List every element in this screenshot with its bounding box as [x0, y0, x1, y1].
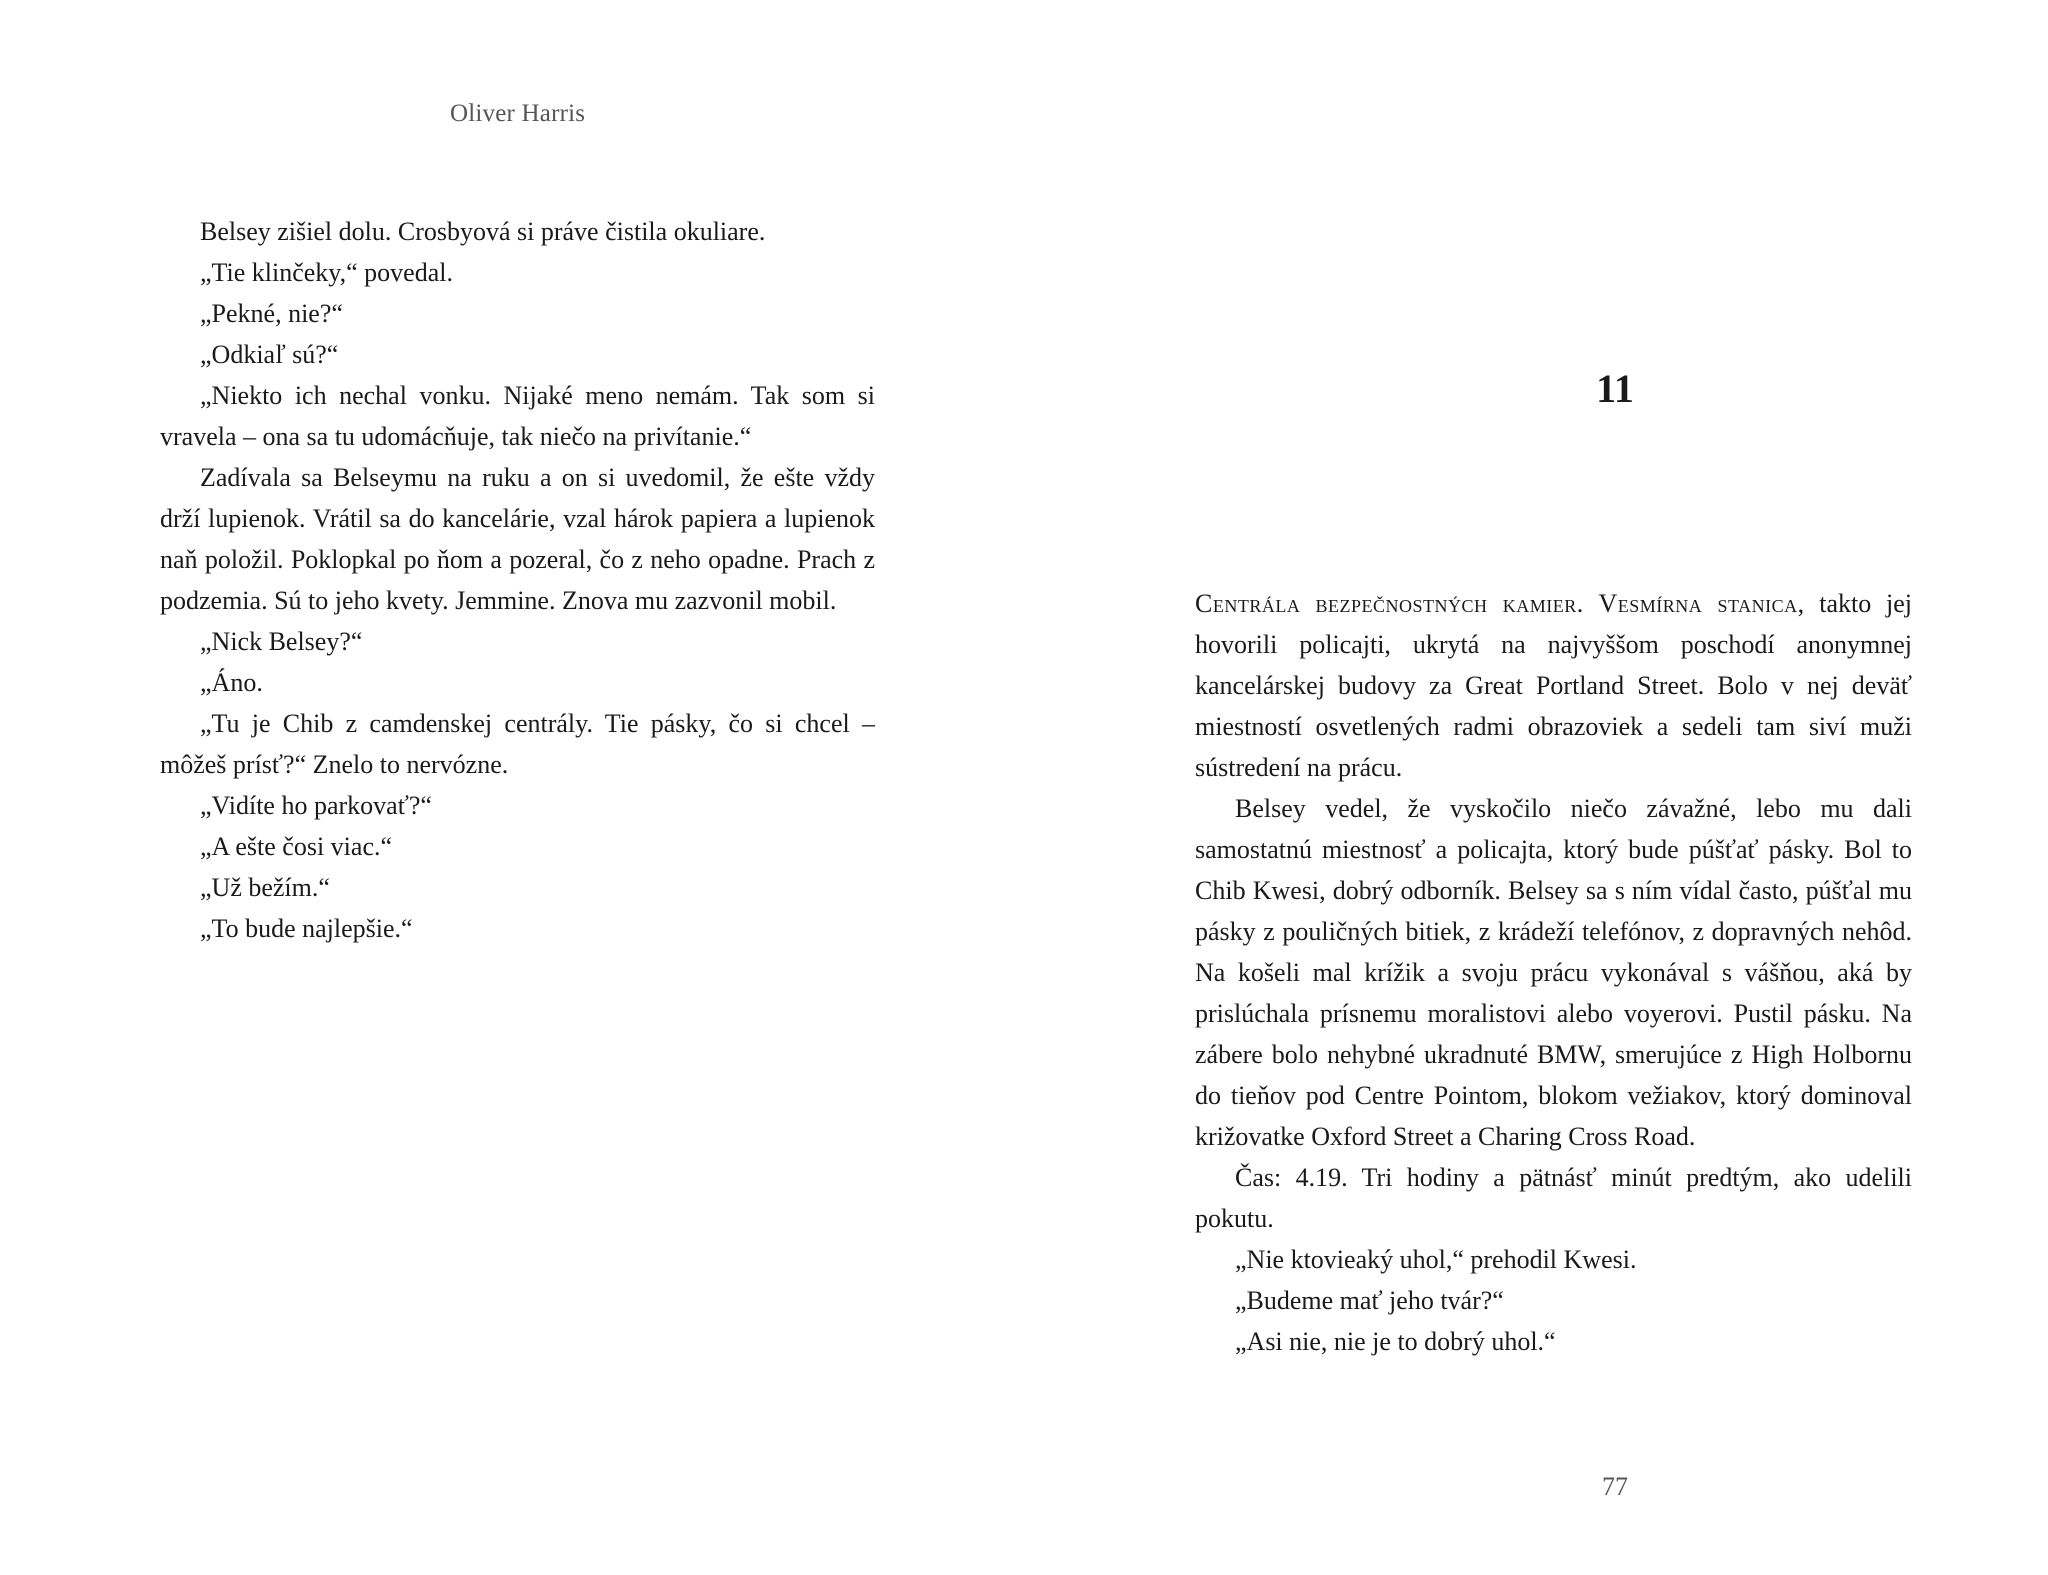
paragraph: „Áno. — [200, 668, 263, 697]
chapter-opening-paragraph — [1195, 583, 1912, 788]
left-page-text — [160, 211, 875, 949]
paragraph: „Niekto ich nechal vonku. Nijaké meno nemám. Tak som si vravela – ona sa tu udomácňuje, tak niečo na privítanie.“ — [160, 381, 875, 451]
right-page — [1024, 0, 2048, 1575]
paragraph: Čas: 4.19. Tri hodiny a pätnásť minút predtým, ako udelili pokutu. — [1195, 1163, 1912, 1233]
paragraph: „Vidíte ho parkovať?“ — [200, 791, 432, 820]
paragraph: „Odkiaľ sú?“ — [200, 340, 339, 369]
chapter-opening-smallcaps: Centrála bezpečnostných kamier. Vesmírna stanica, — [1195, 589, 1805, 618]
chapter-number: 11 — [1596, 366, 1634, 411]
paragraph: Belsey vedel, že vyskočilo niečo závažné, lebo mu dali samostatnú miestnosť a policajta, ktorý bude púšťať pásky. Bol to Chib Kwesi, dobrý odborník. Belsey sa s ním vídal často, púšťal mu pásky z pouličných bitiek, z krádeží telefónov, z dopravných nehôd. Na košeli mal krížik a svoju prácu vykonával s vášňou, aká by prislúchala prísnemu moralistovi alebo voyerovi. Pustil pásku. Na zábere bolo nehybné ukradnuté BMW, smerujúce z High Holbornu do tieňov pod Centre Pointom, blokom vežiakov, ktorý dominoval križovatke Oxford Street a Charing Cross Road. — [1195, 794, 1912, 1151]
paragraph: „Nick Belsey?“ — [200, 627, 363, 656]
paragraph: „Pekné, nie?“ — [200, 299, 343, 328]
paragraph: „Tie klinčeky,“ povedal. — [200, 258, 453, 287]
paragraph: „A ešte čosi viac.“ — [200, 832, 393, 861]
paragraph: „Tu je Chib z camdenskej centrály. Tie pásky, čo si chcel – môžeš prísť?“ Znelo to nervózne. — [160, 709, 875, 779]
running-head-author: Oliver Harris — [450, 100, 586, 127]
paragraph: „Nie ktovieaký uhol,“ prehodil Kwesi. — [1235, 1245, 1637, 1274]
page-number: 77 — [1602, 1472, 1628, 1501]
paragraph: Belsey zišiel dolu. Crosbyová si práve čistila okuliare. — [200, 217, 766, 246]
paragraph: „To bude najlepšie.“ — [200, 914, 413, 943]
paragraph: „Už bežím.“ — [200, 873, 330, 902]
right-page-text — [1195, 583, 1912, 1362]
paragraph: „Asi nie, nie je to dobrý uhol.“ — [1235, 1327, 1556, 1356]
paragraph: Zadívala sa Belseymu na ruku a on si uvedomil, že ešte vždy drží lupienok. Vrátil sa do kancelárie, vzal hárok papiera a lupienok naň položil. Poklopkal po ňom a pozeral, čo z neho opadne. Prach z podzemia. Sú to jeho kvety. Jemmine. Znova mu zazvonil mobil. — [160, 463, 875, 615]
chapter-opening-rest: takto jej hovorili policajti, ukrytá na najvyššom poschodí anonymnej kancelárskej budovy za Great Portland Street. Bolo v nej deväť miestností osvetlených radmi obrazoviek a sedeli tam siví muži sústredení na prácu. — [1195, 589, 1912, 782]
paragraph: „Budeme mať jeho tvár?“ — [1235, 1286, 1504, 1315]
